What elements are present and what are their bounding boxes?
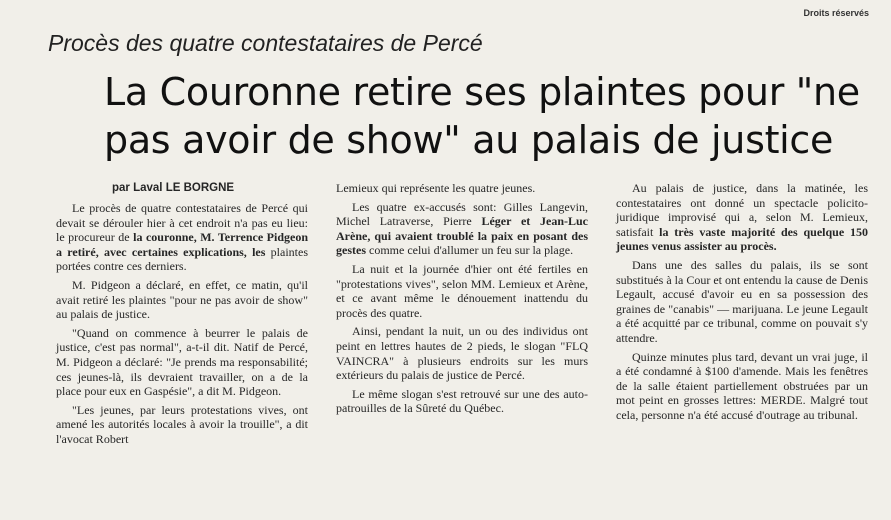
bold-text-run: Léger et Jean-Luc Arène, qui avaient troublé la paix en posant des gestes xyxy=(336,214,588,258)
byline: par Laval LE BORGNE xyxy=(112,182,235,194)
article-headline xyxy=(104,68,884,164)
paragraph: Dans une des salles du palais, ils se sont substitués à la Cour et ont entendu la cause de Denis Legault, accusé d'avoir eu en sa possession des graines de "canabis" — marijuana. Le jeune Legault a été acquitté par ce tribunal, comme on pouvait s'y attendre. xyxy=(616,257,868,345)
paragraph: M. Pidgeon a déclaré, en effet, ce matin, qu'il avait retiré les plaintes "pour ne pas avoir de show" au palais de justice. xyxy=(56,277,308,322)
article-kicker: Procès des quatre contestataires de Percé xyxy=(48,30,483,56)
paragraph xyxy=(336,200,588,258)
paragraph xyxy=(56,201,308,274)
article-column-2 xyxy=(336,181,588,420)
headline-line-1: La Couronne retire ses plaintes pour "ne xyxy=(104,70,860,114)
rights-notice: Droits réservés xyxy=(803,8,869,18)
bold-text-run: la couronne, M. Terrence Pidgeon a retiré, avec certaines explications, les xyxy=(56,230,308,259)
article-column-1 xyxy=(56,181,308,451)
paragraph: "Quand on commence à beurrer le palais de justice, c'est pas normal", a-t-il dit. Natif de Percé, M. Pidgeon a déclaré: "Je prends ma responsabilité; ces jeunes-là, ils devraient travailler, on a de la place pour eux en Gaspésie", a dit M. Pidgeon. xyxy=(56,325,308,399)
text-run: Le procès de quatre contestataires de Percé qui devait se dérouler hier à cet endroit n'a pas eu lieu: le procureur de xyxy=(56,201,308,245)
paragraph: "Les jeunes, par leurs protestations vives, ont amené les autorités locales à avoir la trouille", a dit l'avocat Robert xyxy=(56,402,308,446)
text-run: Les quatre ex-accusés sont: Gilles Langevin, Michel Latraverse, Pierre xyxy=(336,199,588,229)
headline-line-2: pas avoir de show" au palais de justice xyxy=(104,118,834,162)
paragraph: Ainsi, pendant la nuit, un ou des individus ont peint en lettres hautes de 2 pieds, le slogan "FLQ VAINCRA" à plusieurs endroits sur les murs extérieurs du palais de justice de Percé. xyxy=(336,324,588,383)
bold-text-run: la très vaste majorité des quelque 150 jeunes venus assister au procès. xyxy=(616,224,868,254)
article-column-3 xyxy=(616,181,868,427)
paragraph: Quinze minutes plus tard, devant un vrai juge, il a été condamné à $100 d'amende. Mais les fenêtres de la salle étaient partiellement obstruées par un mot peint en grosses lettres: MERDE. Malgré tout cela, personne n'a été accusé d'outrage au tribunal. xyxy=(616,349,868,422)
paragraph xyxy=(616,181,868,254)
text-run: plaintes portées contre ces derniers. xyxy=(56,244,309,274)
paragraph: Le même slogan s'est retrouvé sur une des auto-patrouilles de la Sûreté du Québec. xyxy=(336,386,588,416)
paragraph: La nuit et la journée d'hier ont été fertiles en "protestations vives", selon MM. Lemieux et Arène, et ce avant même le dénouement inattendu du procès des quatre. xyxy=(336,261,588,320)
text-run: Au palais de justice, dans la matinée, les contestataires ont donné un spectacle policito-juridique improvisé qui a, selon M. Lemieux, satisfait xyxy=(616,181,868,239)
text-run: comme celui d'allumer un feu sur la plage. xyxy=(366,243,574,258)
paragraph: Lemieux qui représente les quatre jeunes. xyxy=(336,181,536,195)
